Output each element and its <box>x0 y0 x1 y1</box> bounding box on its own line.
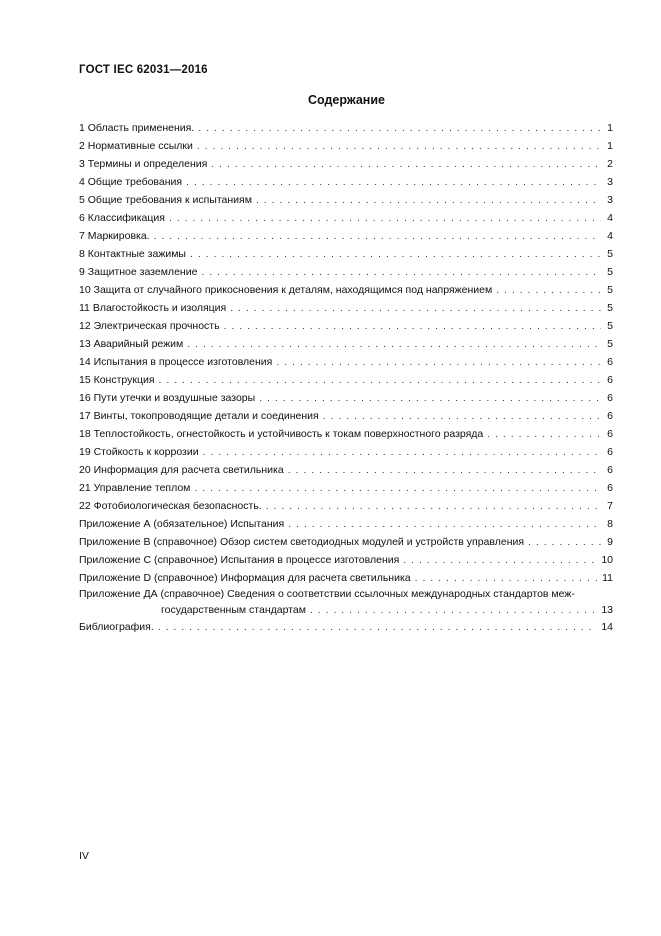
toc-entry-label: Приложение В (справочное) Обзор систем светодиодных модулей и устройств управления <box>79 536 525 548</box>
toc-entry-label-continued: государственным стандартам <box>161 604 306 616</box>
leader-dots <box>415 569 598 587</box>
toc-entry-bibliography[interactable] <box>79 618 613 636</box>
leader-dots <box>276 353 601 371</box>
toc-entry-label: 1 Область применения. <box>79 122 195 134</box>
leader-dots <box>224 317 601 335</box>
toc-entry-label: Приложение А (обязательное) Испытания <box>79 518 285 530</box>
toc-entry[interactable] <box>79 551 613 569</box>
toc-page-number: 5 <box>607 320 613 332</box>
toc-entry-label: Приложение ДА (справочное) Сведения о соответствии ссылочных международных стандартов меж- <box>79 588 575 600</box>
leader-dots <box>154 227 601 245</box>
leader-dots <box>194 479 601 497</box>
toc-entry[interactable] <box>79 371 613 389</box>
leader-dots <box>256 191 601 209</box>
toc-entry-label: 8 Контактные зажимы <box>79 248 186 260</box>
toc-page-number: 5 <box>607 266 613 278</box>
toc-entry-label: 20 Информация для расчета светильника <box>79 464 284 476</box>
toc-page-number: 6 <box>607 356 613 368</box>
toc-page-number: 5 <box>607 284 613 296</box>
leader-dots <box>288 461 601 479</box>
toc-page-number: 6 <box>607 410 613 422</box>
toc-entry-label: Приложение С (справочное) Испытания в процессе изготовления <box>79 554 400 566</box>
toc-entry-label: 11 Влагостойкость и изоляция <box>79 302 227 314</box>
toc-entry-label: 4 Общие требования <box>79 176 183 188</box>
toc-entry-label: 5 Общие требования к испытаниям <box>79 194 252 206</box>
toc-entry[interactable] <box>79 479 613 497</box>
toc-entry-label: 2 Нормативные ссылки <box>79 140 193 152</box>
toc-page-number: 3 <box>607 194 613 206</box>
toc-entry-label: 14 Испытания в процессе изготовления <box>79 356 273 368</box>
toc-entry[interactable] <box>79 353 613 371</box>
toc-page-number: 9 <box>607 536 613 548</box>
toc-entry[interactable] <box>79 227 613 245</box>
toc-entry[interactable] <box>79 245 613 263</box>
toc-page-number: 13 <box>601 604 613 616</box>
toc-entry[interactable] <box>79 461 613 479</box>
leader-dots <box>403 551 597 569</box>
toc-entry[interactable] <box>79 317 613 335</box>
toc-entry-label: 7 Маркировка. <box>79 230 150 242</box>
leader-dots <box>169 209 601 227</box>
leader-dots <box>323 407 601 425</box>
leader-dots <box>288 515 601 533</box>
toc-page-number: 1 <box>607 140 613 152</box>
toc-page-number: 7 <box>607 500 613 512</box>
toc-entry[interactable] <box>79 515 613 533</box>
leader-dots <box>187 335 601 353</box>
toc-entry[interactable] <box>79 173 613 191</box>
toc-page-number: 3 <box>607 176 613 188</box>
toc-entry[interactable] <box>79 209 613 227</box>
leader-dots <box>487 425 601 443</box>
toc-entry[interactable] <box>79 407 613 425</box>
toc-entry-label: 15 Конструкция <box>79 374 155 386</box>
toc-page-number: 6 <box>607 482 613 494</box>
toc-entry[interactable] <box>79 443 613 461</box>
leader-dots <box>266 497 601 515</box>
toc-entry[interactable] <box>79 335 613 353</box>
toc-entry[interactable] <box>79 299 613 317</box>
toc-page-number: 6 <box>607 464 613 476</box>
toc-page-number: 6 <box>607 446 613 458</box>
leader-dots <box>186 173 601 191</box>
leader-dots <box>528 533 601 551</box>
leader-dots <box>259 389 601 407</box>
toc-entry[interactable] <box>79 281 613 299</box>
toc-entry[interactable] <box>79 389 613 407</box>
toc-page-number: 6 <box>607 374 613 386</box>
table-of-contents <box>79 119 613 636</box>
toc-entry[interactable] <box>79 497 613 515</box>
toc-entry[interactable] <box>79 425 613 443</box>
toc-entry-label: 12 Электрическая прочность <box>79 320 220 332</box>
toc-entry-label: 13 Аварийный режим <box>79 338 184 350</box>
toc-page-number: 5 <box>607 248 613 260</box>
toc-page-number: 2 <box>607 158 613 170</box>
toc-page-number: 11 <box>602 572 613 584</box>
toc-entry-label: 22 Фотобиологическая безопасность. <box>79 500 262 512</box>
toc-entry-label: 18 Теплостойкость, огнестойкость и устойчивость к токам поверхностного разряда <box>79 428 484 440</box>
leader-dots <box>197 137 601 155</box>
toc-page-number: 5 <box>607 302 613 314</box>
toc-entry-label: 3 Термины и определения <box>79 158 208 170</box>
toc-page-number: 5 <box>607 338 613 350</box>
leader-dots <box>201 263 601 281</box>
toc-entry-label: Приложение D (справочное) Информация для расчета светильника <box>79 572 411 584</box>
toc-page-number: 14 <box>601 621 613 633</box>
toc-entry[interactable] <box>79 569 613 587</box>
toc-entry[interactable] <box>79 137 613 155</box>
toc-entry-label: 17 Винты, токопроводящие детали и соединения <box>79 410 319 422</box>
leader-dots <box>158 618 598 636</box>
leader-dots <box>230 299 601 317</box>
toc-entry-label: 19 Стойкость к коррозии <box>79 446 199 458</box>
leader-dots <box>203 443 601 461</box>
toc-entry-label: 10 Защита от случайного прикосновения к деталям, находящимся под напряжением <box>79 284 493 296</box>
leader-dots <box>198 119 601 137</box>
leader-dots <box>190 245 601 263</box>
toc-entry-label: 9 Защитное заземление <box>79 266 198 278</box>
toc-page-number: 6 <box>607 428 613 440</box>
page-number: IV <box>79 850 89 862</box>
leader-dots <box>211 155 601 173</box>
toc-page-number: 6 <box>607 392 613 404</box>
leader-dots <box>496 281 601 299</box>
toc-page-number: 1 <box>607 122 613 134</box>
toc-entry[interactable] <box>79 119 613 137</box>
standard-header: ГОСТ IEC 62031—2016 <box>79 64 208 76</box>
leader-dots <box>159 371 601 389</box>
toc-title: Содержание <box>307 93 385 107</box>
toc-entry-label: 21 Управление теплом <box>79 482 191 494</box>
toc-entry[interactable] <box>79 533 613 551</box>
toc-entry-appendix-da[interactable] <box>79 587 613 618</box>
toc-page-number: 4 <box>607 230 613 242</box>
toc-entry[interactable] <box>79 191 613 209</box>
toc-entry[interactable] <box>79 263 613 281</box>
toc-page-number: 10 <box>601 554 613 566</box>
toc-page-number: 4 <box>607 212 613 224</box>
toc-page-number: 8 <box>607 518 613 530</box>
toc-entry[interactable] <box>79 155 613 173</box>
toc-entry-label: Библиография. <box>79 621 154 633</box>
toc-entry-label: 6 Классификация <box>79 212 165 224</box>
toc-entry-label: 16 Пути утечки и воздушные зазоры <box>79 392 256 404</box>
leader-dots <box>310 602 597 618</box>
